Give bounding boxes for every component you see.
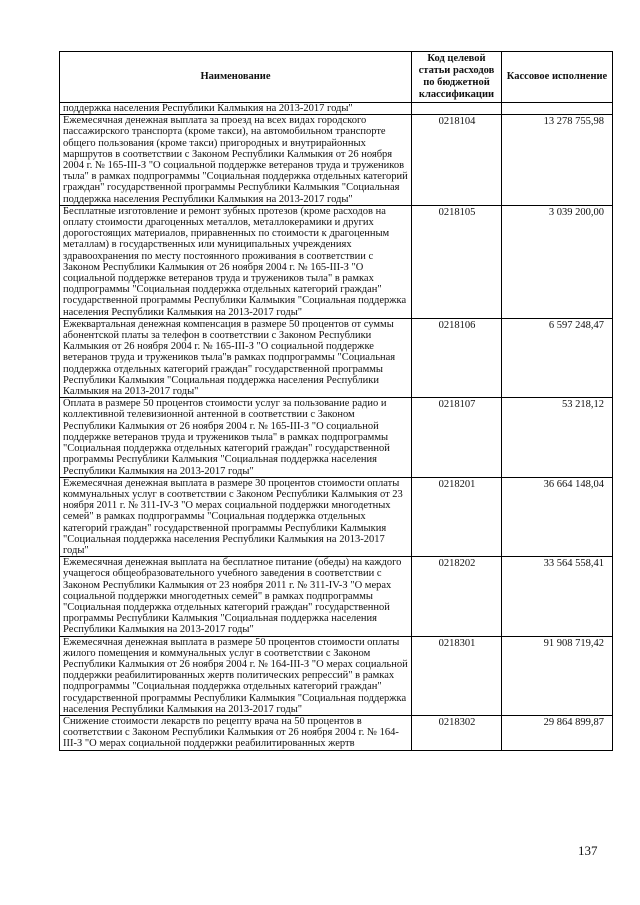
table-row [60,103,613,115]
row-code: 0218302 [412,715,502,750]
table-row [60,715,613,750]
table-row [60,636,613,715]
page-number: 137 [578,843,598,858]
row-name: Бесплатные изготовление и ремонт зубных протезов (кроме расходов на оплату стоимости драгоценных металлов, металлокерамики и других дорогостоящих материалов, приравненных по стоимости к драгоценным металлам) в государственных или муниципальных учреждениях здравоохранения по месту постоянного проживания в соответствии с Законом Республики Калмыкия от 26 ноября 2004 г. № 165-III-З "О социальной поддержке ветеранов труда и тружеников тыла" в рамках подпрограммы "Социальная поддержка отдельных категорий граждан" государственной программы Республики Калмыкия "Социальная поддержка населения Республики Калмыкия на 2013-2017 годы" [60,205,412,318]
row-amount: 3 039 200,00 [502,205,613,318]
row-amount: 13 278 755,98 [502,115,613,206]
row-code: 0218301 [412,636,502,715]
header-code: Код целевой статьи расходов по бюджетной классификации [412,52,502,103]
row-name: Ежемесячная денежная выплата на бесплатное питание (обеды) на каждого учащегося общеобразовательного учебного заведения в соответствии с Законом Республики Калмыкия от 23 ноября 2011 г. № 311-IV-З "О мерах социальной поддержки многодетных семей" в рамках подпрограммы "Социальная поддержка отдельных категорий граждан" государственной программы Республики Калмыкия "Социальная поддержка населения Республики Калмыкия на 2013-2017 годы" [60,557,412,636]
budget-table-page [59,51,612,751]
row-amount: 53 218,12 [502,398,613,477]
row-name: Оплата в размере 50 процентов стоимости услуг за пользование радио и коллективной телевизионной антенной в соответствии с Законом Республики Калмыкия от 26 ноября 2004 г. № 165-III-З "О социальной поддержке ветеранов труда и тружеников тыла" в рамках подпрограммы "Социальная поддержка отдельных категорий граждан" государственной программы Республики Калмыкия "Социальная поддержка населения Республики Калмыкия на 2013-2017 годы" [60,398,412,477]
row-amount: 29 864 899,87 [502,715,613,750]
row-code: 0218104 [412,115,502,206]
row-code [412,103,502,115]
table-row [60,398,613,477]
table-row [60,557,613,636]
table-header-row [60,52,613,103]
table-row [60,115,613,206]
row-name: Ежемесячная денежная выплата в размере 50 процентов стоимости оплаты жилого помещения и коммунальных услуг в соответствии с Законом Республики Калмыкия от 26 ноября 2004 г. № 164-III-З "О мерах социальной поддержки реабилитированных жертв политических репрессий" в рамках подпрограммы "Социальная поддержка отдельных категорий граждан" государственной программы Республики Калмыкия "Социальная поддержка населения Республики Калмыкия на 2013-2017 годы" [60,636,412,715]
row-name: Ежемесячная денежная выплата за проезд на всех видах городского пассажирского транспорта (кроме такси), на автомобильном транспорте общего пользования (кроме такси) пригородных и внутрирайонных маршрутов в соответствии с Законом Республики Калмыкия от 26 ноября 2004 г. № 165-III-З "О социальной поддержке ветеранов труда и тружеников тыла" в рамках подпрограммы "Социальная поддержка отдельных категорий граждан" государственной программы Республики Калмыкия "Социальная поддержка населения Республики Калмыкия на 2013-2017 годы" [60,115,412,206]
row-code: 0218202 [412,557,502,636]
row-amount: 6 597 248,47 [502,318,613,397]
header-name: Наименование [60,52,412,103]
row-amount: 91 908 719,42 [502,636,613,715]
row-code: 0218105 [412,205,502,318]
table-row [60,205,613,318]
row-name: Ежемесячная денежная выплата в размере 30 процентов стоимости оплаты коммунальных услуг в соответствии с Законом Республики Калмыкия от 23 ноября 2011 г. № 311-IV-З "О мерах социальной поддержки многодетных семей" в рамках подпрограммы "Социальная поддержка отдельных категорий граждан" государственной программы Республики Калмыкия "Социальная поддержка населения Республики Калмыкия на 2013-2017 годы" [60,477,412,556]
header-amount: Кассовое исполнение [502,52,613,103]
table-row [60,477,613,556]
row-name: Снижение стоимости лекарств по рецепту врача на 50 процентов в соответствии с Законом Республики Калмыкия от 26 ноября 2004 г. № 164-III-З "О мерах социальной поддержки реабилитированных жертв [60,715,412,750]
row-name: Ежеквартальная денежная компенсация в размере 50 процентов от суммы абонентской платы за телефон в соответствии с Законом Республики Калмыкия от 26 ноября 2004 г. № 165-III-З "О социальной поддержке ветеранов труда и тружеников тыла"в рамках подпрограммы "Социальная поддержка отдельных категорий граждан" государственной программы Республики Калмыкия "Социальная поддержка населения Республики Калмыкия на 2013-2017 годы" [60,318,412,397]
row-code: 0218201 [412,477,502,556]
row-code: 0218107 [412,398,502,477]
budget-execution-table [59,51,613,751]
row-code: 0218106 [412,318,502,397]
row-name: поддержка населения Республики Калмыкия на 2013-2017 годы" [60,103,412,115]
table-row [60,318,613,397]
row-amount [502,103,613,115]
row-amount: 36 664 148,04 [502,477,613,556]
row-amount: 33 564 558,41 [502,557,613,636]
